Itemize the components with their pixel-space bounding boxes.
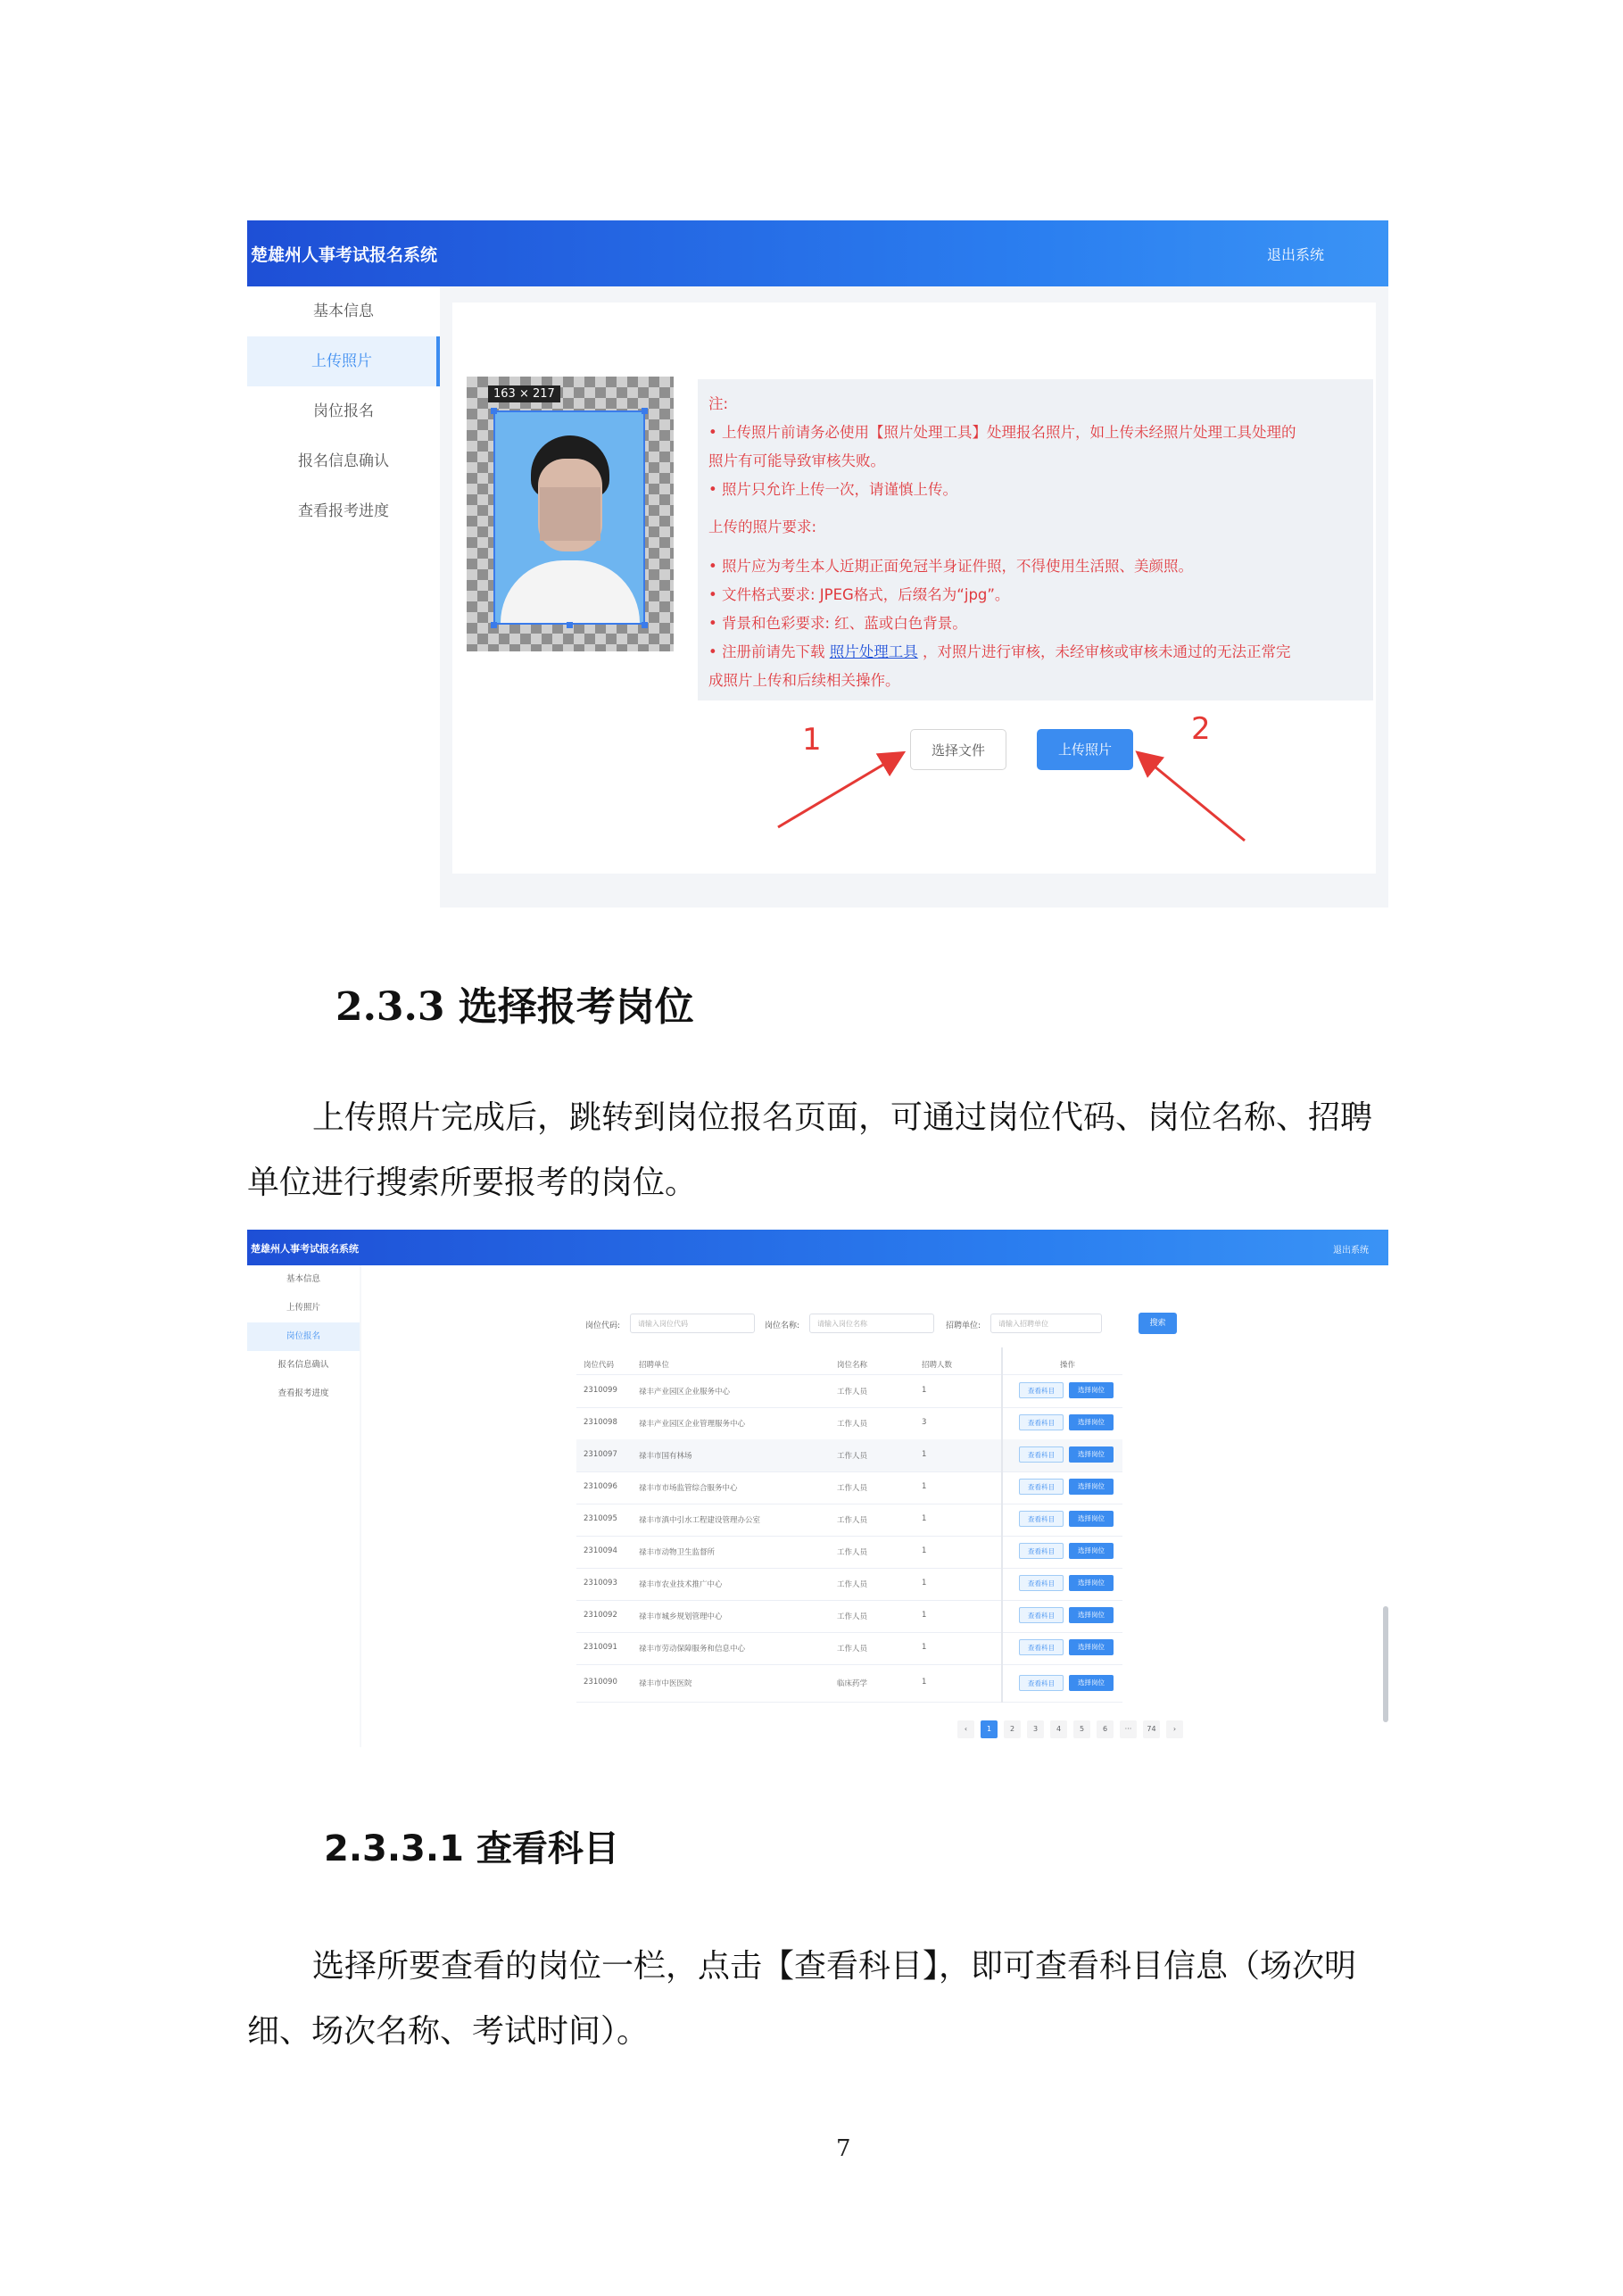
select-post-button[interactable]: 选择岗位 <box>1069 1511 1114 1527</box>
cell-post: 工作人员 <box>837 1645 868 1654</box>
sidebar <box>247 1265 360 1747</box>
page-6-button[interactable]: 6 <box>1097 1720 1114 1738</box>
upload-photo-button[interactable]: 上传照片 <box>1037 729 1133 770</box>
cell-count: 1 <box>922 1611 927 1620</box>
upload-photo-screenshot <box>247 220 1388 908</box>
page-ellipsis[interactable]: ··· <box>1120 1720 1137 1738</box>
sidebar-item-post-apply[interactable]: 岗位报名 <box>247 1322 360 1351</box>
fixed-column-shadow <box>1001 1347 1003 1703</box>
requirement-line: • 文件格式要求: JPEG格式，后缀名为“jpg”。 <box>708 586 1010 603</box>
cell-unit: 禄丰市劳动保障服务和信息中心 <box>639 1645 746 1654</box>
select-post-button[interactable]: 选择岗位 <box>1069 1639 1114 1655</box>
requirement-line: • 照片应为考生本人近期正面免冠半身证件照，不得使用生活照、美颜照。 <box>708 558 1193 575</box>
body-paragraph-line: 上传照片完成后，跳转到岗位报名页面，可通过岗位代码、岗位名称、招聘 <box>312 1099 1373 1136</box>
table-row[interactable] <box>576 1536 1122 1569</box>
cell-count: 1 <box>922 1450 927 1459</box>
requirements-title: 上传的照片要求: <box>708 518 817 535</box>
cell-post: 工作人员 <box>837 1388 868 1397</box>
view-subjects-button[interactable]: 查看科目 <box>1019 1675 1064 1691</box>
cell-code: 2310096 <box>584 1482 617 1491</box>
select-post-button[interactable]: 选择岗位 <box>1069 1382 1114 1398</box>
table-row[interactable] <box>576 1664 1122 1703</box>
code-input[interactable]: 请输入岗位代码 <box>630 1314 755 1333</box>
table-row[interactable] <box>576 1632 1122 1665</box>
select-post-button[interactable]: 选择岗位 <box>1069 1607 1114 1623</box>
scrollbar[interactable] <box>1383 1606 1388 1722</box>
cell-post: 工作人员 <box>837 1452 868 1461</box>
cell-count: 3 <box>922 1418 927 1427</box>
page-4-button[interactable]: 4 <box>1050 1720 1067 1738</box>
column-header-post: 岗位名称 <box>837 1361 868 1370</box>
select-post-button[interactable]: 选择岗位 <box>1069 1414 1114 1430</box>
unit-input[interactable]: 请输入招聘单位 <box>990 1314 1102 1333</box>
photo-size-badge: 163 × 217 <box>488 385 560 402</box>
cell-count: 1 <box>922 1546 927 1555</box>
app-header <box>247 1230 1388 1265</box>
cell-unit: 禄丰市农业技术推广中心 <box>639 1580 723 1589</box>
logout-link[interactable]: 退出系统 <box>1333 1246 1369 1256</box>
cell-count: 1 <box>922 1482 927 1491</box>
view-subjects-button[interactable]: 查看科目 <box>1019 1382 1064 1398</box>
unit-label: 招聘单位: <box>946 1322 981 1330</box>
page-74-button[interactable]: 74 <box>1143 1720 1160 1738</box>
view-subjects-button[interactable]: 查看科目 <box>1019 1639 1064 1655</box>
prev-page-button[interactable]: ‹ <box>957 1720 974 1738</box>
cell-unit: 禄丰产业园区企业管理服务中心 <box>639 1420 746 1429</box>
name-input[interactable]: 请输入岗位名称 <box>809 1314 934 1333</box>
callout-arrows <box>247 220 1388 908</box>
cell-code: 2310091 <box>584 1643 617 1652</box>
sidebar-item-basic-info[interactable]: 基本信息 <box>313 303 374 320</box>
cell-code: 2310094 <box>584 1546 617 1555</box>
cell-count: 1 <box>922 1514 927 1523</box>
view-subjects-button[interactable]: 查看科目 <box>1019 1446 1064 1463</box>
view-subjects-button[interactable]: 查看科目 <box>1019 1479 1064 1495</box>
cell-post: 工作人员 <box>837 1420 868 1429</box>
code-label: 岗位代码: <box>585 1322 621 1330</box>
cell-code: 2310095 <box>584 1514 617 1523</box>
view-subjects-button[interactable]: 查看科目 <box>1019 1607 1064 1623</box>
cell-post: 工作人员 <box>837 1484 868 1493</box>
cell-code: 2310093 <box>584 1579 617 1587</box>
sidebar-item-basic-info[interactable]: 基本信息 <box>286 1274 320 1284</box>
table-row[interactable] <box>576 1600 1122 1633</box>
select-post-button[interactable]: 选择岗位 <box>1069 1675 1114 1691</box>
table-row[interactable] <box>576 1471 1122 1504</box>
callout-number-2: 2 <box>1191 711 1211 747</box>
cell-count: 1 <box>922 1386 927 1395</box>
cell-count: 1 <box>922 1643 927 1652</box>
table-row[interactable] <box>576 1439 1122 1472</box>
next-page-button[interactable]: › <box>1166 1720 1183 1738</box>
table-row[interactable] <box>576 1504 1122 1537</box>
arrow-to-upload <box>1139 754 1245 841</box>
cell-unit: 禄丰产业园区企业服务中心 <box>639 1388 731 1397</box>
cell-unit: 禄丰市滇中引水工程建设管理办公室 <box>639 1516 761 1525</box>
column-header-code: 岗位代码 <box>584 1361 615 1370</box>
column-header-action: 操作 <box>1060 1361 1076 1370</box>
requirement-line: 成照片上传和后续相关操作。 <box>708 672 900 689</box>
cell-unit: 禄丰市中医医院 <box>639 1679 692 1688</box>
note-line: 照片有可能导致审核失败。 <box>708 452 885 469</box>
body-paragraph-line: 单位进行搜索所要报考的岗位。 <box>247 1165 698 1201</box>
view-subjects-button[interactable]: 查看科目 <box>1019 1511 1064 1527</box>
sidebar-item-upload-photo[interactable]: 上传照片 <box>247 336 440 386</box>
cell-unit: 禄丰市国有林场 <box>639 1452 692 1461</box>
view-subjects-button[interactable]: 查看科目 <box>1019 1543 1064 1559</box>
cell-unit: 禄丰市动物卫生监督所 <box>639 1548 716 1557</box>
cell-unit: 禄丰市市场监管综合服务中心 <box>639 1484 738 1493</box>
requirement-text: • 注册前请先下载 <box>708 643 825 660</box>
section-heading-2-3-3: 2.3.3 选择报考岗位 <box>335 984 694 1030</box>
table-row[interactable] <box>576 1375 1122 1408</box>
requirement-text: ，对照片进行审核，未经审核或审核未通过的无法正常完 <box>922 643 1291 660</box>
column-header-count: 招聘人数 <box>922 1361 953 1370</box>
view-subjects-button[interactable]: 查看科目 <box>1019 1575 1064 1591</box>
select-post-button[interactable]: 选择岗位 <box>1069 1479 1114 1495</box>
cell-post: 临床药学 <box>837 1679 868 1688</box>
sidebar-item-confirm[interactable]: 报名信息确认 <box>298 452 389 470</box>
section-heading-2-3-3-1: 2.3.3.1 查看科目 <box>324 1828 619 1869</box>
app-title: 楚雄州人事考试报名系统 <box>251 245 438 265</box>
table-row[interactable] <box>576 1568 1122 1601</box>
page-2-button[interactable]: 2 <box>1004 1720 1021 1738</box>
sidebar-item-confirm[interactable]: 报名信息确认 <box>277 1360 329 1370</box>
note-line: • 照片只允许上传一次，请谨慎上传。 <box>708 481 957 498</box>
requirement-line: • 背景和色彩要求: 红、蓝或白色背景。 <box>708 615 967 632</box>
cell-unit: 禄丰市城乡规划管理中心 <box>639 1612 723 1621</box>
cell-code: 2310090 <box>584 1678 617 1687</box>
cell-count: 1 <box>922 1678 927 1687</box>
select-post-button[interactable]: 选择岗位 <box>1069 1543 1114 1559</box>
cell-post: 工作人员 <box>837 1548 868 1557</box>
view-subjects-button[interactable]: 查看科目 <box>1019 1414 1064 1430</box>
column-header-unit: 招聘单位 <box>639 1361 670 1370</box>
search-button[interactable]: 搜索 <box>1139 1313 1177 1334</box>
body-paragraph-line: 细、场次名称、考试时间）。 <box>247 2013 650 2050</box>
page-5-button[interactable]: 5 <box>1073 1720 1090 1738</box>
table-row[interactable] <box>576 1407 1122 1440</box>
note-line: • 上传照片前请务必使用【照片处理工具】处理报名照片，如上传未经照片处理工具处理的 <box>708 424 1296 441</box>
cell-code: 2310097 <box>584 1450 617 1459</box>
sidebar-item-progress[interactable]: 查看报考进度 <box>277 1388 329 1398</box>
app-title: 楚雄州人事考试报名系统 <box>251 1243 359 1255</box>
name-label: 岗位名称: <box>765 1322 800 1330</box>
body-paragraph-line: 选择所要查看的岗位一栏，点击【查看科目】，即可查看科目信息（场次明 <box>312 1948 1357 1985</box>
photo-tool-link[interactable]: 照片处理工具 <box>829 643 918 660</box>
select-post-button[interactable]: 选择岗位 <box>1069 1446 1114 1463</box>
cell-code: 2310099 <box>584 1386 617 1395</box>
arrow-to-select-file <box>778 754 901 827</box>
sidebar-item-post-apply[interactable]: 岗位报名 <box>313 402 374 420</box>
cell-code: 2310098 <box>584 1418 617 1427</box>
page-3-button[interactable]: 3 <box>1027 1720 1044 1738</box>
select-post-button[interactable]: 选择岗位 <box>1069 1575 1114 1591</box>
select-file-button[interactable]: 选择文件 <box>910 729 1006 770</box>
cell-post: 工作人员 <box>837 1516 868 1525</box>
sidebar-item-upload-photo[interactable]: 上传照片 <box>286 1303 320 1313</box>
callout-number-1: 1 <box>802 722 822 758</box>
page-number: 7 <box>836 2135 851 2162</box>
cell-count: 1 <box>922 1579 927 1587</box>
logout-link[interactable]: 退出系统 <box>1266 246 1324 263</box>
cell-post: 工作人员 <box>837 1580 868 1589</box>
page-1-button[interactable]: 1 <box>981 1720 998 1738</box>
cell-post: 工作人员 <box>837 1612 868 1621</box>
cell-code: 2310092 <box>584 1611 617 1620</box>
sidebar-item-progress[interactable]: 查看报考进度 <box>298 502 389 520</box>
note-label: 注: <box>708 395 729 412</box>
